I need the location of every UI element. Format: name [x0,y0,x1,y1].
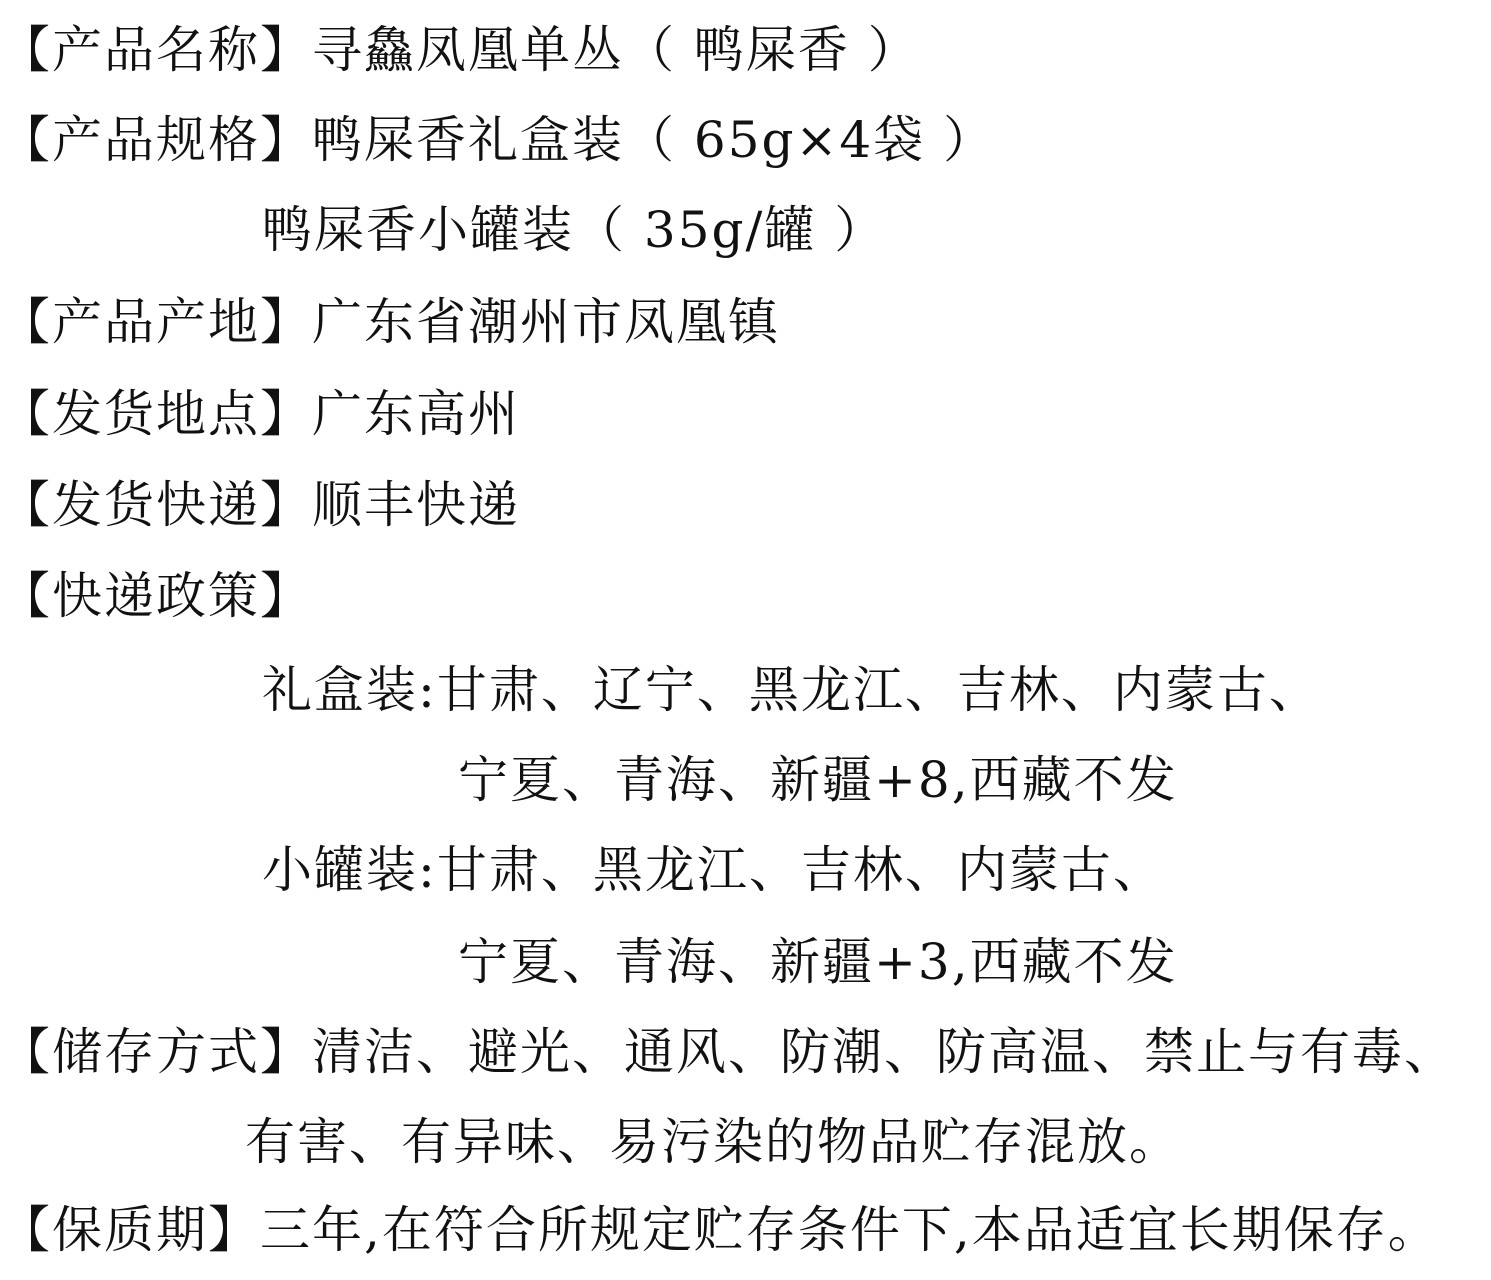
small-jar-policy-line-2: 宁夏、青海、新疆+3,西藏不发 [458,933,1178,991]
gift-box-policy-line: 礼盒装:甘肃、辽宁、黑龙江、吉林、内蒙古、 [262,661,1321,719]
product-origin-line: 【产品产地】广东省潮州市凤凰镇 [0,293,780,351]
product-spec-line-2: 鸭屎香小罐装（ 35g/罐 ） [262,201,887,259]
shipping-location-line: 【发货地点】广东高州 [0,385,520,443]
storage-method-line-2: 有害、有异味、易污染的物品贮存混放。 [245,1113,1181,1171]
shipping-policy-heading: 【快递政策】 [0,567,312,625]
storage-method-line: 【储存方式】清洁、避光、通风、防潮、防高温、禁止与有毒、 [0,1023,1456,1081]
gift-box-policy-line-2: 宁夏、青海、新疆+8,西藏不发 [458,751,1178,809]
shelf-life-line: 【保质期】三年,在符合所规定贮存条件下,本品适宜长期保存。 [0,1201,1440,1259]
shipping-courier-line: 【发货快递】顺丰快递 [0,476,520,534]
product-name-line: 【产品名称】寻鱻凤凰单丛（ 鸭屎香 ） [0,21,920,79]
small-jar-policy-line: 小罐装:甘肃、黑龙江、吉林、内蒙古、 [262,841,1165,899]
product-spec-line: 【产品规格】鸭屎香礼盒装（ 65g×4袋 ） [0,111,996,169]
